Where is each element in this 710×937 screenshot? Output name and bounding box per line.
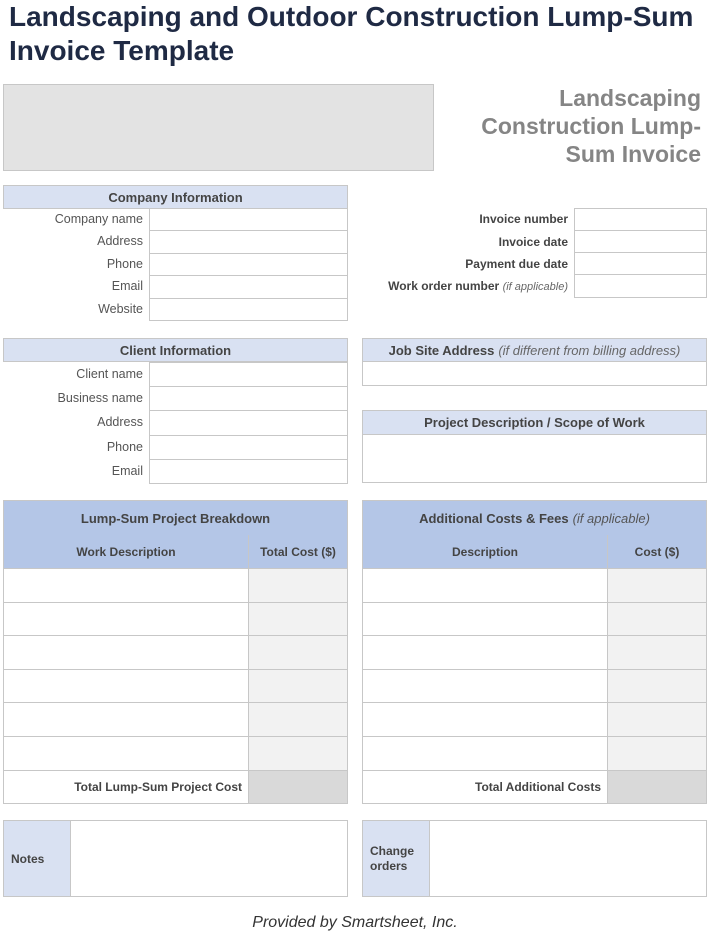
additional-description-cell[interactable] — [363, 635, 608, 669]
notes-box — [3, 820, 348, 897]
company-field-label: Email — [111, 279, 143, 294]
client-field-label: Client name — [76, 367, 143, 381]
change-orders-label: Change orders — [363, 821, 430, 896]
company-field-label: Phone — [106, 256, 143, 271]
client-field-input[interactable] — [149, 362, 348, 387]
invoice-number-field[interactable] — [574, 208, 707, 231]
breakdown-cost-cell[interactable] — [249, 602, 347, 636]
breakdown-description-cell[interactable] — [4, 736, 249, 770]
change-orders-field[interactable] — [430, 821, 706, 896]
client-field-input[interactable] — [149, 386, 348, 411]
breakdown-cost-cell[interactable] — [249, 669, 347, 703]
work-description-col: Work Description — [4, 535, 249, 568]
additional-cost-cell[interactable] — [608, 702, 706, 736]
payment-due-label: Payment due date — [465, 257, 568, 271]
breakdown-cost-cell[interactable] — [249, 568, 347, 602]
notes-label: Notes — [4, 821, 71, 896]
additional-header: Additional Costs & Fees (if applicable) — [363, 501, 706, 535]
footer-credit: Provided by Smartsheet, Inc. — [252, 914, 458, 931]
breakdown-total-label: Total Lump-Sum Project Cost — [4, 770, 249, 803]
work-order-label: Work order number (if applicable) — [388, 279, 568, 293]
breakdown-total-value[interactable] — [249, 770, 347, 803]
company-field-input[interactable] — [149, 298, 348, 321]
invoice-title: Landscaping Construction Lump-Sum Invoice — [481, 85, 701, 167]
project-desc-field[interactable] — [362, 434, 707, 483]
breakdown-table — [3, 500, 348, 804]
breakdown-description-cell[interactable] — [4, 602, 249, 636]
additional-description-cell[interactable] — [363, 736, 608, 770]
additional-total-label: Total Additional Costs — [363, 770, 608, 803]
company-field-input[interactable] — [149, 208, 348, 231]
client-info-header: Client Information — [3, 338, 348, 362]
additional-costs-table — [362, 500, 707, 804]
cost-col: Cost ($) — [608, 535, 706, 568]
additional-cost-cell[interactable] — [608, 635, 706, 669]
additional-cost-cell[interactable] — [608, 669, 706, 703]
job-site-field[interactable] — [362, 361, 707, 386]
client-field-label: Phone — [106, 439, 143, 454]
invoice-date-field[interactable] — [574, 230, 707, 253]
breakdown-cost-cell[interactable] — [249, 736, 347, 770]
additional-description-cell[interactable] — [363, 669, 608, 703]
work-order-field[interactable] — [574, 274, 707, 298]
additional-cost-cell[interactable] — [608, 736, 706, 770]
client-field-input[interactable] — [149, 459, 348, 484]
additional-description-cell[interactable] — [363, 602, 608, 636]
client-field-input[interactable] — [149, 435, 348, 460]
client-field-label: Business name — [57, 391, 143, 406]
additional-total-value[interactable] — [608, 770, 706, 803]
company-field-label: Website — [98, 301, 143, 316]
payment-due-field[interactable] — [574, 252, 707, 275]
client-field-input[interactable] — [149, 410, 348, 435]
project-desc-header: Project Description / Scope of Work — [362, 410, 707, 435]
invoice-number-label: Invoice number — [479, 212, 568, 226]
additional-cost-cell[interactable] — [608, 568, 706, 602]
breakdown-cost-cell[interactable] — [249, 635, 347, 669]
company-field-input[interactable] — [149, 253, 348, 276]
company-field-input[interactable] — [149, 275, 348, 298]
breakdown-description-cell[interactable] — [4, 702, 249, 736]
invoice-date-label: Invoice date — [498, 235, 568, 249]
total-cost-col: Total Cost ($) — [249, 535, 347, 568]
breakdown-header: Lump-Sum Project Breakdown — [4, 501, 347, 535]
breakdown-cost-cell[interactable] — [249, 702, 347, 736]
notes-field[interactable] — [71, 821, 347, 896]
additional-cost-cell[interactable] — [608, 602, 706, 636]
company-field-input[interactable] — [149, 230, 348, 253]
additional-description-cell[interactable] — [363, 568, 608, 602]
additional-description-cell[interactable] — [363, 702, 608, 736]
company-field-label: Address — [97, 234, 143, 249]
breakdown-description-cell[interactable] — [4, 635, 249, 669]
breakdown-description-cell[interactable] — [4, 568, 249, 602]
client-field-label: Email — [111, 463, 143, 478]
change-orders-box — [362, 820, 707, 897]
page-title: Landscaping and Outdoor Construction Lump-Sum Invoice Template — [9, 1, 694, 66]
client-field-label: Address — [97, 415, 143, 430]
job-site-header: Job Site Address (if different from billing address) — [362, 338, 707, 362]
company-field-label: Company name — [54, 212, 143, 226]
logo-placeholder[interactable] — [3, 84, 434, 171]
breakdown-description-cell[interactable] — [4, 669, 249, 703]
company-info-header: Company Information — [3, 185, 348, 209]
description-col: Description — [363, 535, 608, 568]
